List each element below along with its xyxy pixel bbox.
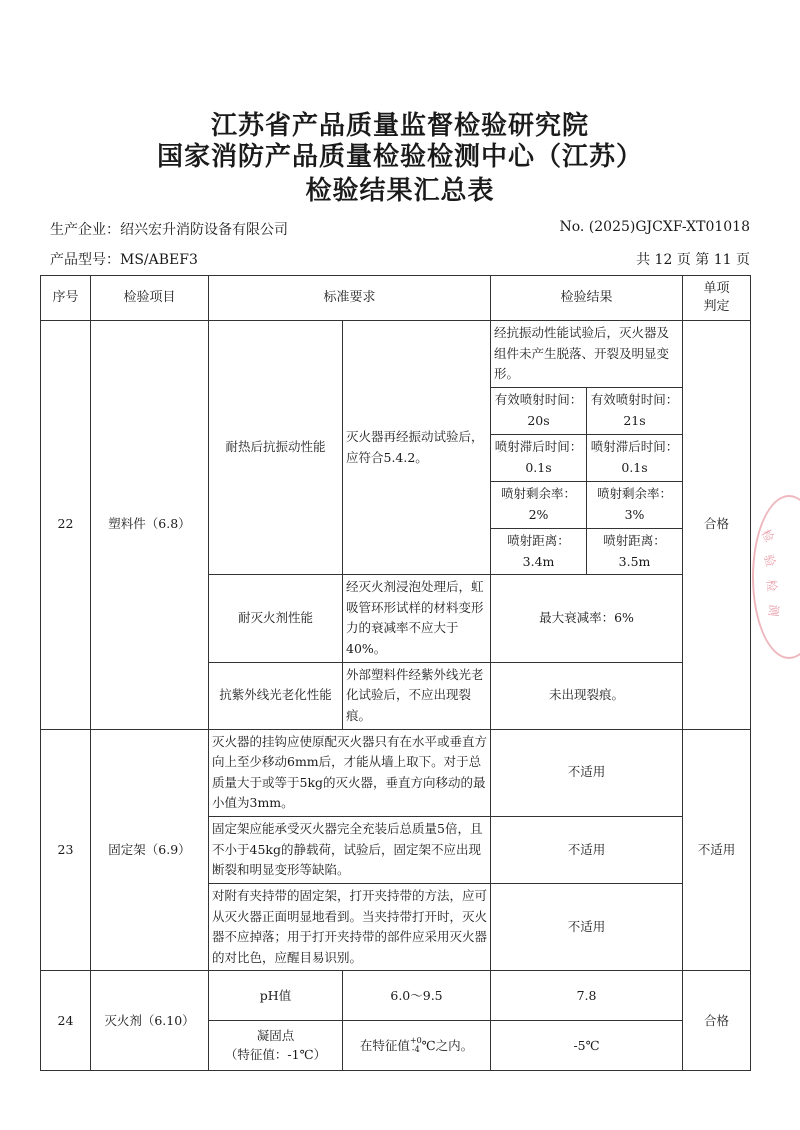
row-number: 22 — [41, 321, 91, 730]
requirement-text — [343, 1021, 491, 1071]
sub-item-name: 抗紫外线光老化性能 — [209, 662, 343, 729]
sub-item-name: 耐热后抗振动性能 — [209, 321, 343, 575]
verdict: 不适用 — [683, 729, 751, 971]
requirement-text: 经灭火剂浸泡处理后，虹吸管环形试样的材料变形力的衰减率不应大于40%。 — [343, 575, 491, 663]
manufacturer-value: 绍兴宏升消防设备有限公司 — [120, 222, 288, 238]
result-cell-a: 有效喷射时间：20s — [491, 387, 587, 434]
table-row — [41, 971, 751, 1021]
requirement-text: 对附有夹持带的固定架，打开夹持带的方法，应可从灭火器正面明显地看到。当夹持带打开时，灭火器不应掉落；用于打开夹持带的部件应采用灭火器的对比色，应醒目易识别。 — [209, 883, 491, 971]
verdict: 合格 — [683, 971, 751, 1071]
tolerance-upper: +0 — [409, 1036, 422, 1046]
requirement-text: 6.0～9.5 — [343, 971, 491, 1021]
results-table — [40, 275, 751, 1071]
header-result: 检验结果 — [491, 276, 683, 321]
result-cell-b: 有效喷射时间：21s — [587, 387, 683, 434]
header-requirement: 标准要求 — [209, 276, 491, 321]
result-text: 最大衰减率：6% — [491, 575, 683, 663]
header-item: 检验项目 — [91, 276, 209, 321]
result-text: 不适用 — [491, 883, 683, 971]
item-name: 塑料件（6.8） — [91, 321, 209, 730]
item-name: 固定架（6.9） — [91, 729, 209, 971]
requirement-text: 外部塑料件经紫外线光老化试验后，不应出现裂痕。 — [343, 662, 491, 729]
requirement-text: 灭火器再经振动试验后，应符合5.4.2。 — [343, 321, 491, 575]
result-text: 经抗振动性能试验后，灭火器及组件未产生脱落、开裂及明显变形。 — [491, 321, 683, 388]
model-line — [50, 249, 198, 269]
result-cell-b: 喷射滞后时间：0.1s — [587, 434, 683, 481]
result-text: 7.8 — [491, 971, 683, 1021]
verdict: 合格 — [683, 321, 751, 730]
row-number: 23 — [41, 729, 91, 971]
header-verdict: 单项 判定 — [683, 276, 751, 321]
report-number: No. (2025)GJCXF-XT01018 — [559, 219, 750, 235]
requirement-text: 灭火器的挂钩应使原配灭火器只有在水平或垂直方向上至少移动6mm后，才能从墙上取下。对于总质量大于或等于5kg的灭火器，垂直方向移动的最小值为3mm。 — [209, 729, 491, 817]
result-cell-a: 喷射滞后时间：0.1s — [491, 434, 587, 481]
seal-stamp: 检 验 检 测 — [752, 495, 800, 659]
row-number: 24 — [41, 971, 91, 1071]
result-text: 不适用 — [491, 817, 683, 884]
sub-item-name: pH值 — [209, 971, 343, 1021]
result-text: -5℃ — [491, 1021, 683, 1071]
result-cell-a: 喷射剩余率：2% — [491, 481, 587, 528]
document-title: 检验结果汇总表 — [305, 176, 495, 206]
table-row — [41, 729, 751, 817]
model-label: 产品型号： — [50, 252, 120, 268]
result-text: 不适用 — [491, 729, 683, 817]
table-row — [41, 321, 751, 388]
sub-item-name: 凝固点 （特征值：-1℃） — [209, 1021, 343, 1071]
requirement-text: 固定架应能承受灭火器完全充装后总质量5倍，且不小于45kg的静载荷，试验后，固定架不应出现断裂和明显变形等缺陷。 — [209, 817, 491, 884]
table-header-row — [41, 276, 751, 321]
model-value: MS/ABEF3 — [120, 252, 198, 268]
manufacturer-label: 生产企业： — [50, 222, 120, 238]
tolerance-lower: -4 — [411, 1045, 420, 1055]
item-name: 灭火剂（6.10） — [91, 971, 209, 1071]
result-cell-b: 喷射距离：3.5m — [587, 528, 683, 574]
result-cell-b: 喷射剩余率：3% — [587, 481, 683, 528]
req-prefix: 在特征值 — [359, 1037, 410, 1053]
sub-item-name: 耐灭火剂性能 — [209, 575, 343, 663]
institute-name: 江苏省产品质量监督检验研究院 — [210, 111, 589, 141]
center-name: 国家消防产品质量检验检测中心（江苏） — [156, 142, 643, 172]
page-indicator: 共 12 页 第 11 页 — [636, 252, 750, 268]
result-cell-a: 喷射距离：3.4m — [491, 528, 587, 574]
req-suffix: ℃之内。 — [421, 1037, 474, 1053]
tolerance — [410, 1037, 422, 1055]
result-text: 未出现裂痕。 — [491, 662, 683, 729]
manufacturer-line — [50, 219, 288, 239]
header-no: 序号 — [41, 276, 91, 321]
